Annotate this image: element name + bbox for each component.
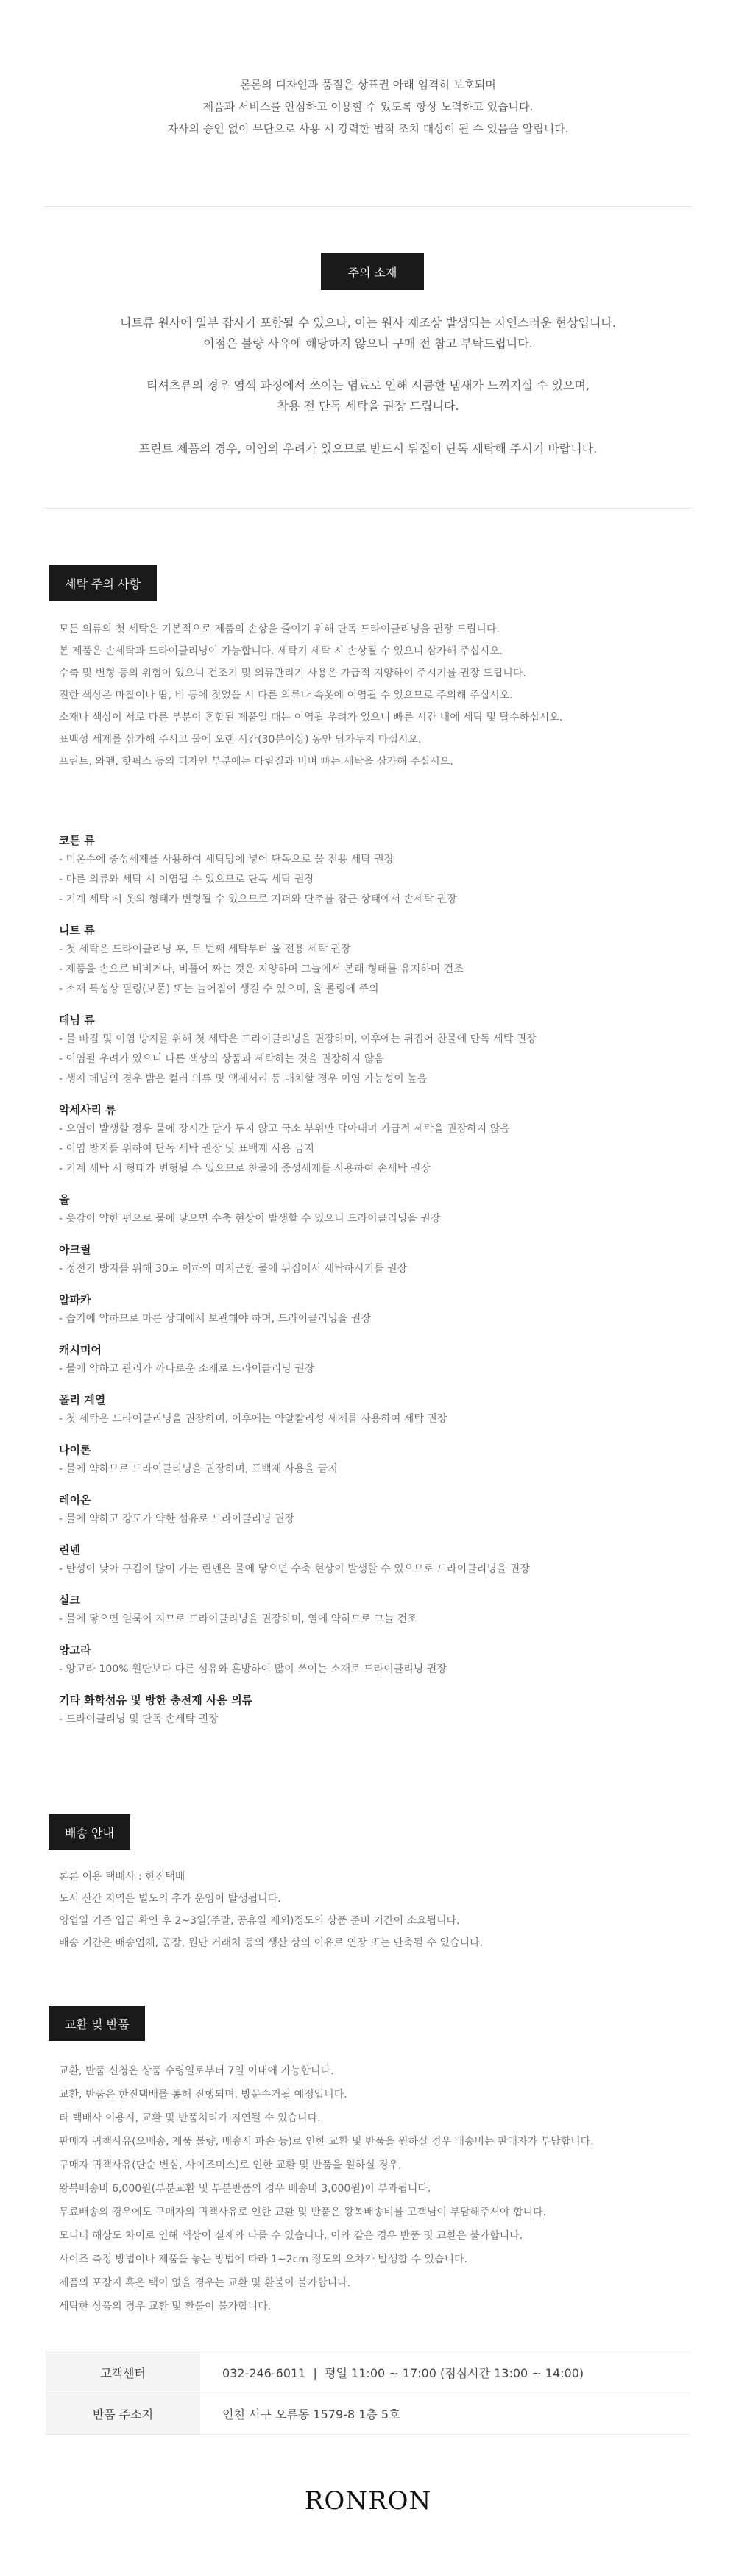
- fabric-title: 기타 화학섬유 및 방한 충전재 사용 의류: [59, 1694, 253, 1707]
- returns-line: 교환, 반품 신청은 상품 수령일로부터 7일 이내에 가능합니다.: [59, 2065, 334, 2077]
- fabric-title: 코튼 류: [59, 834, 95, 847]
- caution-line: 착용 전 단독 세탁을 권장 드립니다.: [277, 399, 459, 413]
- fabric-note: - 소재 특성상 필링(보풀) 또는 늘어짐이 생길 수 있으며, 울 롤링에 주의: [59, 983, 379, 995]
- fabric-note: - 습기에 약하므로 마른 상태에서 보관해야 하며, 드라이클리닝을 권장: [59, 1313, 371, 1325]
- returns-line: 세탁한 상품의 경우 교환 및 환불이 불가합니다.: [59, 2301, 272, 2313]
- fabric-note: - 탄성이 낮아 구김이 많이 가는 린넨은 물에 닿으면 수축 현상이 발생할 수 있으므로 드라이클리닝을 권장: [59, 1563, 530, 1575]
- trademark-notice: [0, 74, 736, 140]
- fabric-note: - 기계 세탁 시 옷의 형태가 변형될 수 있으므로 지퍼와 단추를 잠근 상태에서 손세탁 권장: [59, 894, 457, 905]
- fabric-title: 니트 류: [59, 924, 95, 937]
- fabric-note: - 기계 세탁 시 형태가 변형될 수 있으므로 찬물에 중성세제를 사용하여 손세탁 권장: [59, 1163, 431, 1175]
- fabric-note: - 첫 세탁은 드라이클리닝 후, 두 번째 세탁부터 울 전용 세탁 권장: [59, 944, 351, 955]
- shipping-line: 도서 산간 지역은 별도의 추가 운임이 발생됩니다.: [59, 1893, 281, 1905]
- returns-line: 타 택배사 이용시, 교환 및 반품처리가 지연될 수 있습니다.: [59, 2112, 321, 2124]
- fabric-note: - 정전기 방지를 위해 30도 이하의 미지근한 물에 뒤집어서 세탁하시기를 권장: [59, 1263, 408, 1275]
- shipping-line: 배송 기간은 배송업체, 공장, 원단 거래처 등의 생산 상의 이유로 연장 또는 단축될 수 있습니다.: [59, 1937, 484, 1949]
- fabric-note: - 물 빠짐 및 이염 방지를 위해 첫 세탁은 드라이클리닝을 권장하며, 이후에는 뒤집어 찬물에 단독 세탁 권장: [59, 1033, 537, 1045]
- returns-line: 무료배송의 경우에도 구매자의 귀책사유로 인한 교환 및 반품은 왕복배송비를 고객님이 부담해주셔야 합니다.: [59, 2207, 546, 2218]
- fabric-note: - 생지 데님의 경우 밝은 컬러 의류 및 액세서리 등 매치할 경우 이염 가능성이 높음: [59, 1073, 428, 1085]
- fabric-note: - 첫 세탁은 드라이클리닝을 권장하며, 이후에는 약알칼리성 세제를 사용하여 세탁 권장: [59, 1413, 447, 1425]
- fabric-note: - 제품을 손으로 비비거나, 비틀어 짜는 것은 지양하며 그늘에서 본래 형태를 유지하며 건조: [59, 963, 464, 975]
- caution-line: 이점은 불량 사유에 해당하지 않으니 구매 전 참고 부탁드립니다.: [203, 336, 533, 350]
- returns-line: 왕복배송비 6,000원(부분교환 및 부분반품의 경우 배송비 3,000원)이 부과됩니다.: [59, 2183, 431, 2195]
- returns-line: 사이즈 측정 방법이나 제품을 놓는 방법에 따라 1~2cm 정도의 오차가 발생할 수 있습니다.: [59, 2254, 468, 2265]
- notice-line: 론론의 디자인과 품질은 상표권 아래 엄격히 보호되며: [240, 78, 496, 91]
- returns-line: 판매자 귀책사유(오배송, 제품 불량, 배송시 파손 등)로 인한 교환 및 반품을 원하실 경우 배송비는 판매자가 부담합니다.: [59, 2136, 594, 2148]
- shipping-line: 론론 이용 택배사 : 한진택배: [59, 1871, 185, 1883]
- fabric-note: - 다른 의류와 세탁 시 이염될 수 있으므로 단독 세탁 권장: [59, 874, 315, 885]
- fabric-title: 린넨: [59, 1543, 80, 1557]
- fabric-title: 나이론: [59, 1443, 91, 1457]
- customer-center-label: 고객센터: [46, 2352, 200, 2393]
- fabric-title: 아크릴: [59, 1243, 91, 1256]
- fabric-note: - 이염될 우려가 있으니 다른 색상의 상품과 세탁하는 것을 권장하지 않음: [59, 1053, 384, 1065]
- caution-paragraph-tshirt: [0, 375, 736, 417]
- shipping-info: [59, 1866, 692, 1954]
- shipping-title-badge: 배송 안내: [49, 1814, 130, 1850]
- returns-title-badge: 교환 및 반품: [49, 2006, 145, 2041]
- notice-line: 제품과 서비스를 안심하고 이용할 수 있도록 항상 노력하고 있습니다.: [202, 100, 534, 113]
- return-address-value: 인천 서구 오류동 1579-8 1층 5호: [222, 2407, 400, 2421]
- fabric-note: - 미온수에 중성세제를 사용하여 세탁망에 넣어 단독으로 울 전용 세탁 권장: [59, 854, 394, 866]
- shipping-line: 영업일 기준 입금 확인 후 2~3일(주말, 공휴일 제외)정도의 상품 준비 기간이 소요됩니다.: [59, 1915, 460, 1927]
- fabric-note: - 이염 방지를 위하여 단독 세탁 권장 및 표백제 사용 금지: [59, 1143, 315, 1155]
- customer-center-value: 032-246-6011 | 평일 11:00 ~ 17:00 (점심시간 13:00 ~ 14:00): [222, 2366, 584, 2380]
- fabric-title: 폴리 계열: [59, 1393, 106, 1406]
- fabric-note: - 물에 약하고 관리가 까다로운 소재로 드라이클리닝 권장: [59, 1363, 315, 1375]
- caution-title-badge: 주의 소재: [321, 253, 424, 290]
- returns-info: [59, 2059, 692, 2318]
- fabric-note: - 물에 약하고 강도가 약한 섬유로 드라이클리닝 권장: [59, 1513, 295, 1525]
- notice-line: 자사의 승인 없이 무단으로 사용 시 강력한 법적 조치 대상이 될 수 있음을 알립니다.: [167, 122, 569, 135]
- washing-instructions: [59, 618, 692, 773]
- fabric-note: - 드라이클리닝 및 단독 손세탁 권장: [59, 1713, 219, 1725]
- washing-title-badge: 세탁 주의 사항: [49, 565, 157, 601]
- washing-line: 모든 의류의 첫 세탁은 기본적으로 제품의 손상을 줄이기 위해 단독 드라이클리닝을 권장 드립니다.: [59, 623, 500, 635]
- washing-line: 표백성 세제를 삼가해 주시고 물에 오랜 시간(30분이상) 동안 담가두지 마십시오.: [59, 734, 422, 746]
- customer-center-row: [46, 2352, 690, 2393]
- returns-line: 구매자 귀책사유(단순 변심, 사이즈미스)로 인한 교환 및 반품을 원하실 경우,: [59, 2159, 402, 2171]
- fabric-title: 실크: [59, 1593, 80, 1607]
- fabric-title: 알파카: [59, 1293, 91, 1306]
- washing-line: 진한 색상은 마찰이나 땀, 비 등에 젖었을 시 다른 의류나 속옷에 이염될 수 있으므로 주의해 주십시오.: [59, 690, 513, 701]
- fabric-note: - 앙고라 100% 원단보다 다른 섬유와 혼방하여 많이 쓰이는 소재로 드라이클리닝 권장: [59, 1663, 447, 1675]
- caution-line: 프린트 제품의 경우, 이염의 우려가 있으므로 반드시 뒤집어 단독 세탁해 주시기 바랍니다.: [138, 442, 598, 456]
- brand-logo: RONRON: [304, 2486, 432, 2516]
- fabric-note: - 옷감이 약한 편으로 물에 닿으면 수축 현상이 발생할 수 있으니 드라이클리닝을 권장: [59, 1213, 441, 1225]
- washing-line: 수축 및 변형 등의 위험이 있으니 건조기 및 의류관리기 사용은 가급적 지양하여 주시기를 권장 드립니다.: [59, 668, 526, 679]
- caution-paragraph-knit: [0, 313, 736, 354]
- fabric-title: 데님 류: [59, 1013, 95, 1027]
- fabric-note: - 물에 약하므로 드라이클리닝을 권장하며, 표백제 사용을 금지: [59, 1463, 338, 1475]
- return-address-row: [46, 2393, 690, 2435]
- caution-paragraph-print: [0, 439, 736, 459]
- fabric-title: 캐시미어: [59, 1343, 102, 1356]
- divider: [44, 508, 692, 509]
- washing-line: 본 제품은 손세탁과 드라이클리닝이 가능합니다. 세탁기 세탁 시 손상될 수 있으니 삼가해 주십시오.: [59, 645, 503, 657]
- returns-line: 제품의 포장지 혹은 택이 없을 경우는 교환 및 환불이 불가합니다.: [59, 2277, 351, 2289]
- washing-line: 소재나 색상이 서로 다른 부분이 혼합된 제품일 때는 이염될 우려가 있으니 빠른 시간 내에 세탁 및 탈수하십시오.: [59, 712, 563, 723]
- fabric-title: 레이온: [59, 1493, 91, 1507]
- fabric-title: 울: [59, 1193, 70, 1206]
- fabric-title: 앙고라: [59, 1643, 91, 1657]
- returns-line: 모니터 해상도 차이로 인해 색상이 실제와 다를 수 있습니다. 이와 같은 경우 반품 및 교환은 불가합니다.: [59, 2230, 523, 2242]
- contact-info-table: [46, 2352, 690, 2435]
- fabric-note: - 오염이 발생할 경우 물에 장시간 담가 두지 않고 국소 부위만 닦아내며 가급적 세탁을 권장하지 않음: [59, 1123, 510, 1135]
- caution-line: 티셔츠류의 경우 염색 과정에서 쓰이는 염료로 인해 시큼한 냄새가 느껴지실 수 있으며,: [146, 378, 590, 392]
- return-address-label: 반품 주소지: [46, 2393, 200, 2434]
- returns-line: 교환, 반품은 한진택배를 통해 진행되며, 방문수거될 예정입니다.: [59, 2089, 347, 2101]
- fabric-note: - 물에 닿으면 얼룩이 지므로 드라이클리닝을 권장하며, 열에 약하므로 그늘 건조: [59, 1613, 417, 1625]
- divider: [44, 206, 692, 207]
- washing-line: 프린트, 와펜, 핫픽스 등의 디자인 부분에는 다림질과 비벼 빠는 세탁을 삼가해 주십시오.: [59, 756, 453, 768]
- fabric-title: 악세사리 류: [59, 1103, 116, 1117]
- caution-line: 니트류 원사에 일부 잡사가 포함될 수 있으나, 이는 원사 제조상 발생되는 자연스러운 현상입니다.: [120, 316, 616, 330]
